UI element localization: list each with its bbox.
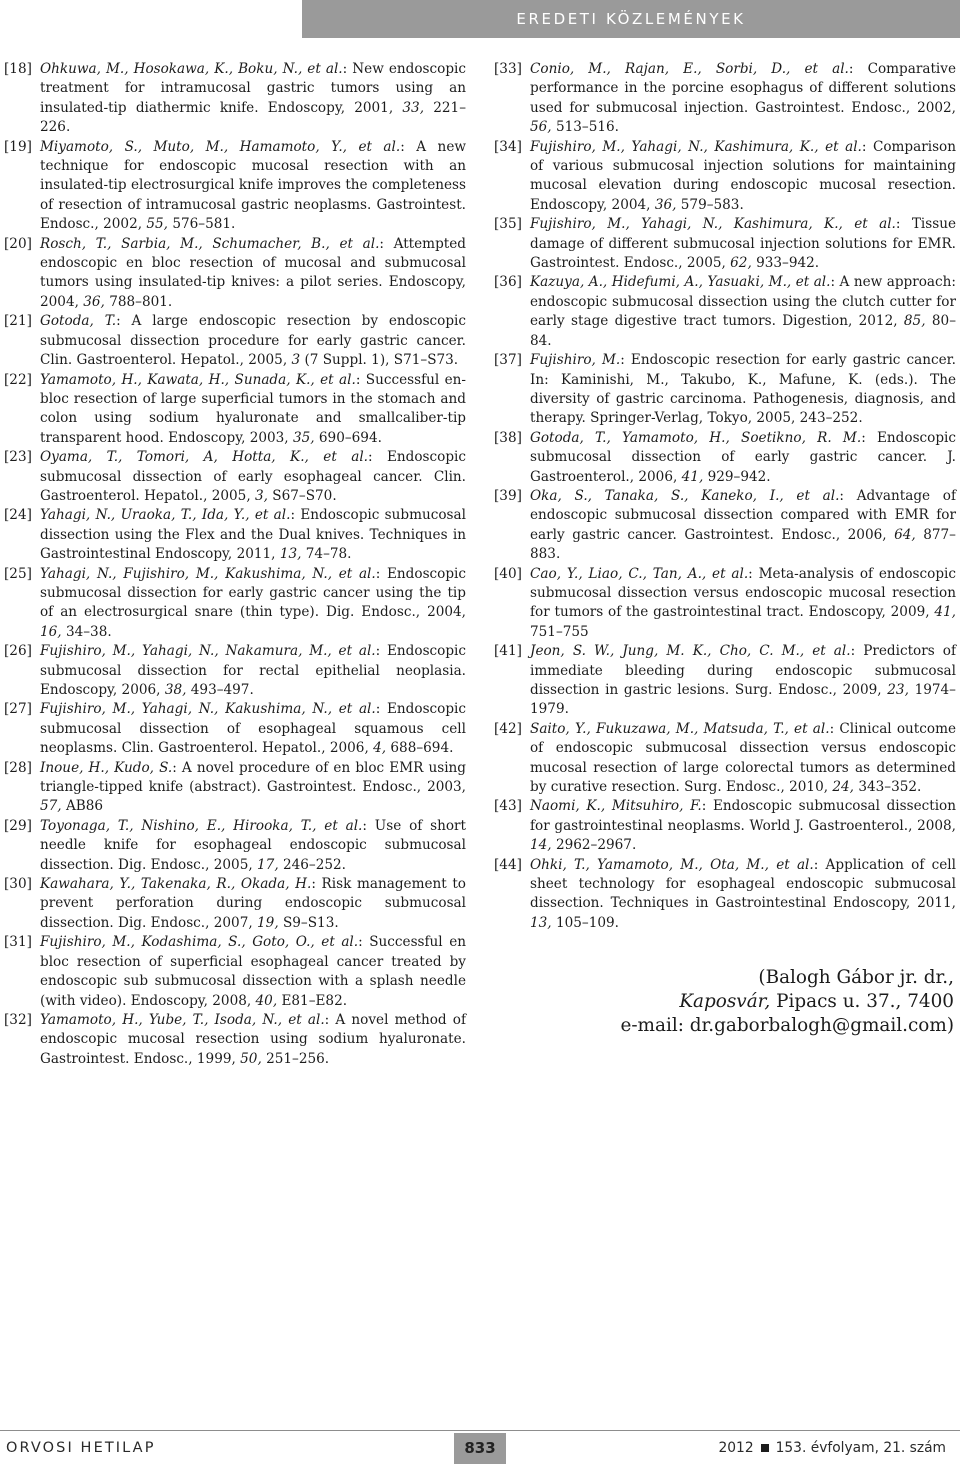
reference-number: [25] (4, 565, 32, 582)
reference-number: [44] (494, 856, 522, 873)
reference-authors: Rosch, T., Sarbia, M., Schumacher, B., et al. (40, 235, 380, 252)
reference-pages: 493–497. (190, 682, 254, 698)
reference-authors: Oka, S., Tanaka, S., Kaneko, I., et al. (530, 487, 840, 504)
reference-number: [42] (494, 720, 522, 737)
reference-volume: 3 (291, 352, 301, 369)
reference-pages: AB86 (65, 798, 104, 815)
reference-authors: Naomi, K., Mitsuhiro, F. (530, 798, 702, 815)
reference-pages: 251–256. (266, 1050, 330, 1067)
reference-authors: Saito, Y., Fukuzawa, M., Matsuda, T., et al. (530, 720, 830, 737)
reference-pages: 933–942. (756, 255, 820, 272)
reference-item (494, 856, 956, 934)
reference-authors: Conio, M., Rajan, E., Sorbi, D., et al. (530, 61, 849, 77)
reference-title: : A large endoscopic resection by endoscopic submucosal dissection procedure for early gastric cancer. Clin. Gastroenterol. Hepatol., 2005, (40, 313, 467, 369)
reference-authors: Yamamoto, H., Kawata, H., Sunada, K., et al. (40, 371, 356, 388)
reference-authors: Yahagi, N., Uraoka, T., Ida, Y., et al. (40, 507, 291, 524)
reference-pages: S9–S13. (282, 914, 339, 931)
reference-volume: 57, (40, 798, 62, 815)
reference-item (4, 933, 466, 1011)
reference-title: : Endoscopic submucosal dissection of early gastric cancer. J. Gastroenterol., 2006, (530, 429, 957, 485)
reference-authors: Fujishiro, M., Kodashima, S., Goto, O., et al. (40, 934, 359, 951)
reference-title: : Endoscopic submucosal dissection for gastrointestinal neoplasms. World J. Gastroenterol., 2008, (530, 798, 956, 834)
reference-volume: 62, (730, 255, 752, 272)
reference-volume: 35, (292, 429, 315, 446)
reference-title: : Endoscopic resection for early gastric cancer. In: Kaminishi, M., Takubo, K., Mafune, K. (eds.). The diversity of gastric carcinoma. Pathogenesis, diagnosis, and therapy. Springer-Verlag, Tokyo, 2005, (530, 352, 956, 427)
reference-number: [43] (494, 798, 522, 815)
reference-pages: E81–E82. (281, 992, 348, 1009)
reference-title: : A new approach: endoscopic submucosal dissection using the clutch cutter for early stage digestive tract tumors. Digestion, 2012, (530, 274, 956, 330)
reference-number: [32] (4, 1011, 32, 1028)
reference-volume: 55, (146, 216, 168, 233)
reference-title: : A novel procedure of en bloc EMR using triangle-tipped knife (abstract). Gastrointest. Endosc., 2003, (40, 759, 466, 796)
reference-pages: S67–S70. (272, 487, 337, 504)
reference-pages: 243–252. (799, 410, 863, 427)
reference-authors: Toyonaga, T., Nishino, E., Hirooka, T., et al. (40, 817, 363, 834)
journal-name: ORVOSI HETILAP (6, 1440, 156, 1456)
reference-item (4, 700, 466, 758)
reference-pages: 576–581. (172, 216, 236, 233)
reference-title: : New endoscopic treatment for intramucosal gastric tumors using an insulated-tip diathermic knife. Endoscopy, 2001, (40, 61, 466, 116)
reference-authors: Jeon, S. W., Jung, M. K., Cho, C. M., et al. (530, 643, 851, 660)
reference-title: : Comparison of various submucosal injection solutions for maintaining mucosal elevation during endoscopic mucosal resection. Endoscopy, 2004, (530, 138, 956, 213)
reference-volume: 17, (257, 856, 279, 873)
reference-pages: 1974–1979. (530, 682, 956, 718)
reference-volume: 50, (240, 1050, 262, 1067)
reference-item (494, 797, 956, 855)
reference-title: : Endoscopic submucosal dissection for early gastric cancer using the tip of an electrosurgical snare (thin type). Dig. Endosc., 2004, (40, 565, 467, 621)
reference-number: [19] (4, 138, 32, 155)
reference-pages: 513–516. (555, 119, 619, 136)
reference-volume: 14, (530, 837, 552, 854)
address-name: (Balogh Gábor jr. dr., (758, 967, 954, 988)
reference-number: [39] (494, 487, 522, 504)
reference-title: : Endoscopic submucosal dissection of esophageal squamous cell neoplasms. Clin. Gastroenterol. Hepatol., 2006, (40, 701, 467, 757)
reference-authors: Fujishiro, M., Yahagi, N., Kashimura, K., et al. (530, 138, 862, 155)
reference-number: [35] (494, 216, 522, 233)
reference-pages: 579–583. (680, 196, 744, 213)
reference-volume: 33, (402, 99, 425, 116)
reference-item (494, 273, 956, 351)
reference-authors: Fujishiro, M., Yahagi, N., Nakamura, M., et al. (40, 643, 376, 660)
address-street: Pipacs u. 37., 7400 (776, 991, 954, 1012)
reference-title: : Clinical outcome of endoscopic submucosal dissection versus endoscopic mucosal resection of large colorectal tumors as determined by curative resection. Surg. Endosc., 2010, (530, 720, 957, 796)
reference-volume: 41, (934, 604, 956, 621)
reference-volume: 40, (255, 992, 278, 1009)
reference-pages: (7 Suppl. 1), S71–S73. (304, 352, 459, 369)
reference-pages: 2962–2967. (555, 837, 637, 854)
reference-volume: 16, (40, 623, 62, 640)
reference-number: [29] (4, 817, 32, 834)
reference-item (4, 138, 466, 235)
reference-number: [34] (494, 138, 522, 155)
reference-title: : Endoscopic submucosal dissection for rectal epithelial neoplasia. Endoscopy, 2006, (40, 643, 466, 698)
reference-title: : Risk management to prevent perforation during endoscopic submucosal dissection. Dig. Endosc., 2007, (40, 876, 466, 931)
reference-authors: Fujishiro, M. (530, 352, 621, 369)
reference-authors: Ohki, T., Yamamoto, M., Ota, M., et al. (530, 856, 814, 873)
reference-number: [37] (494, 352, 522, 369)
reference-volume: 13, (530, 914, 552, 931)
reference-item (4, 817, 466, 875)
reference-number: [18] (4, 61, 32, 77)
reference-title: : Comparative performance in the porcine esophagus of different solutions used for submucosal injection. Gastrointest. Endosc., 2002, (530, 61, 956, 116)
reference-pages: 751–755 (530, 623, 589, 640)
reference-item (4, 312, 466, 370)
reference-volume: 19, (257, 914, 279, 931)
reference-title: : A novel method of endoscopic mucosal resection using sodium hyaluronate. Gastrointest. Endosc., 1999, (40, 1011, 467, 1067)
reference-item (4, 759, 466, 817)
reference-volume: 3, (254, 487, 268, 504)
reference-title: : Tissue damage of different submucosal injection solutions for EMR. Gastrointest. Endosc., 2005, (530, 216, 956, 272)
reference-pages: 221–226. (40, 99, 466, 136)
issue-volume: 153. évfolyam, 21. szám (775, 1440, 946, 1456)
references-right-column (494, 60, 956, 933)
reference-volume: 56, (530, 119, 552, 136)
reference-item (494, 487, 956, 565)
references-left-column (4, 60, 466, 1069)
reference-title: : Predictors of immediate bleeding during endoscopic submucosal dissection in gastric lesions. Surg. Endosc., 2009, (530, 643, 956, 698)
reference-pages: 34–38. (65, 623, 112, 640)
reference-pages: 688–694. (390, 740, 454, 757)
reference-authors: Yamamoto, H., Yube, T., Isoda, N., et al. (40, 1011, 325, 1028)
correspondence-address (594, 966, 954, 1038)
reference-volume: 13, (279, 546, 302, 563)
reference-pages: 788–801. (109, 293, 173, 310)
reference-title: : Successful en-bloc resection of large superficial tumors in the stomach and colon using sodium hyaluronate and smallcaliber-tip transparent hood. Endoscopy, 2003, (40, 371, 466, 446)
reference-number: [23] (4, 449, 32, 466)
reference-item (494, 138, 956, 216)
reference-number: [33] (494, 61, 522, 77)
reference-volume: 24, (832, 779, 854, 796)
reference-number: [21] (4, 313, 32, 330)
reference-item (4, 642, 466, 700)
reference-volume: 85, (903, 313, 926, 330)
reference-volume: 23, (887, 682, 909, 698)
reference-number: [30] (4, 876, 32, 893)
reference-volume: 38, (164, 682, 187, 698)
reference-item (4, 506, 466, 564)
reference-number: [31] (4, 934, 32, 951)
reference-item (4, 371, 466, 449)
issue-info (719, 1440, 947, 1456)
reference-title: : Application of cell sheet technology for esophageal endoscopic submucosal dissection. Techniques in Gastrointestinal Endoscopy, 2011, (530, 856, 956, 912)
reference-authors: Inoue, H., Kudo, S. (40, 759, 173, 776)
reference-volume: 36, (83, 293, 105, 310)
reference-pages: 80–84. (530, 313, 956, 349)
reference-authors: Fujishiro, M., Yahagi, N., Kakushima, N., et al. (40, 701, 376, 718)
reference-authors: Miyamoto, S., Muto, M., Hamamoto, Y., et al. (40, 138, 401, 155)
reference-title: : Meta-analysis of endoscopic submucosal dissection versus endoscopic mucosal resection for tumors of the gastrointestinal tract. Endoscopy, 2009, (530, 565, 956, 621)
reference-title: : Attempted endoscopic en bloc resection of mucosal and submucosal tumors using insulated-tip knives: a pilot series. Endoscopy, 2004, (40, 235, 466, 310)
reference-authors: Gotoda, T., Yamamoto, H., Soetikno, R. M. (530, 429, 862, 446)
reference-item (494, 60, 956, 138)
section-banner: EREDETI KÖZLEMÉNYEK (302, 0, 960, 38)
reference-number: [40] (494, 565, 522, 582)
reference-authors: Ohkuwa, M., Hosokawa, K., Boku, N., et al. (40, 61, 343, 77)
address-email: e-mail: dr.gaborbalogh@gmail.com) (620, 1015, 954, 1036)
reference-item (4, 875, 466, 933)
reference-authors: Cao, Y., Liao, C., Tan, A., et al. (530, 565, 749, 582)
reference-authors: Kazuya, A., Hidefumi, A., Yasuaki, M., et al. (530, 274, 831, 291)
reference-title: : Successful en bloc resection of superficial esophageal cancer treated by endoscopic sub submucosal dissection with a splash needle (with video). Endoscopy, 2008, (40, 934, 466, 1009)
issue-year: 2012 (718, 1440, 754, 1456)
reference-item (4, 448, 466, 506)
reference-title: : Use of short needle knife for esophageal endoscopic submucosal dissection. Dig. Endosc., 2005, (40, 817, 466, 873)
page-number: 833 (454, 1433, 506, 1464)
square-separator-icon (761, 1444, 769, 1452)
reference-title: : Advantage of endoscopic submucosal dissection compared with EMR for early gastric cancer. Gastrointest. Endosc., 2006, (530, 487, 956, 543)
reference-pages: 343–352. (858, 779, 922, 796)
reference-number: [28] (4, 759, 32, 776)
reference-item (494, 429, 956, 487)
reference-item (4, 565, 466, 643)
reference-pages: 74–78. (305, 546, 352, 563)
reference-title: : A new technique for endoscopic mucosal resection with an insulated-tip electrosurgical knife improves the completeness of resection of intramucosal gastric neoplasms. Gastrointest. Endosc., 2002, (40, 138, 466, 233)
address-city: Kaposvár, (679, 991, 771, 1012)
reference-item (494, 351, 956, 429)
reference-volume: 36, (654, 196, 677, 213)
reference-number: [27] (4, 701, 32, 718)
reference-pages: 105–109. (555, 914, 619, 931)
reference-authors: Oyama, T., Tomori, A, Hotta, K., et al. (40, 449, 368, 466)
footer-divider (0, 1430, 960, 1431)
reference-pages: 877–883. (530, 526, 956, 563)
reference-item (494, 720, 956, 798)
reference-volume: 41, (681, 468, 704, 485)
reference-number: [22] (4, 371, 32, 388)
reference-pages: 690–694. (318, 429, 382, 446)
reference-pages: 929–942. (707, 468, 771, 485)
reference-number: [24] (4, 507, 32, 524)
reference-volume: 4, (373, 740, 387, 757)
reference-number: [36] (494, 274, 522, 291)
reference-item (4, 60, 466, 138)
reference-number: [41] (494, 643, 522, 660)
reference-title: : Endoscopic submucosal dissection of early esophageal cancer. Clin. Gastroenterol. Hepatol., 2005, (40, 449, 466, 504)
reference-title: : Endoscopic submucosal dissection using the Flex and the Dual knives. Techniques in Gastrointestinal Endoscopy, 2011, (40, 507, 466, 563)
reference-number: [38] (494, 429, 522, 446)
reference-number: [20] (4, 235, 32, 252)
address-location (594, 990, 954, 1014)
reference-authors: Fujishiro, M., Yahagi, N., Kashimura, K., et al. (530, 216, 896, 233)
reference-authors: Gotoda, T. (40, 313, 117, 330)
reference-item (4, 1011, 466, 1069)
reference-item (494, 642, 956, 720)
reference-item (494, 565, 956, 643)
reference-item (4, 235, 466, 313)
reference-number: [26] (4, 643, 32, 660)
reference-authors: Yahagi, N., Fujishiro, M., Kakushima, N., et al. (40, 565, 376, 582)
reference-volume: 64, (894, 526, 916, 543)
reference-authors: Kawahara, Y., Takenaka, R., Okada, H. (40, 876, 312, 893)
reference-pages: 246–252. (282, 856, 346, 873)
reference-item (494, 215, 956, 273)
